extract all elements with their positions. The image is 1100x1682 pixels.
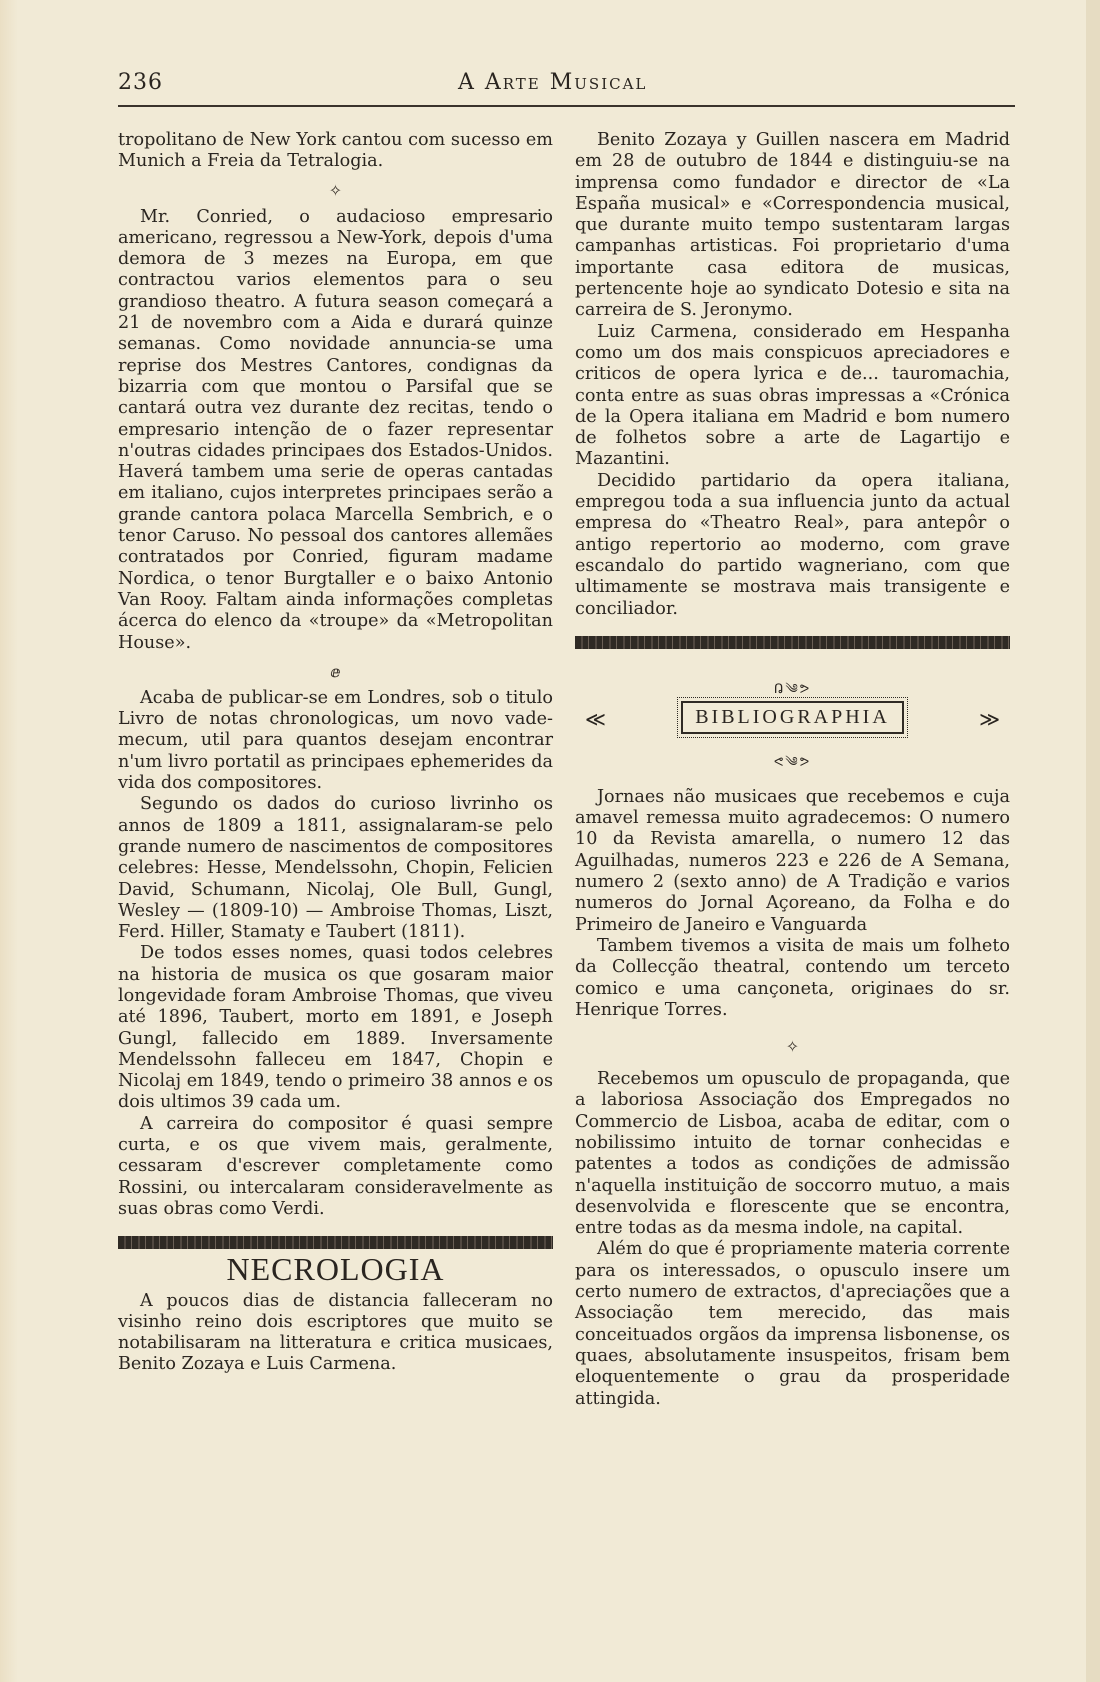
paragraph: Recebemos um opusculo de propaganda, que a laboriosa Associação dos Empregados no Commercio de Lisboa, acaba de editar, com o nobilissimo intuito de tornar conhecidas e patentes a todos as condições de admissão n'aquella instituição de soccorro mutuo, a mais desenvolvida e florescente que se encontra, entre todas as da mesma indole, na capital. xyxy=(575,1069,1010,1239)
flourish-right-icon: ≫ xyxy=(979,706,1000,731)
paragraph: De todos esses nomes, quasi todos celebres na historia de musica os que gosaram maior longevidade foram Ambroise Thomas, que viveu até 1896, Taubert, morto em 1891, e Joseph Gungl, fallecido em 1889. Inversamente Mendelssohn falleceu em 1847, Chopin e Nicolaj em 1849, tendo o primeiro 38 annos e os dois ultimos 39 cada um. xyxy=(118,943,553,1113)
paragraph: Mr. Conried, o audacioso empresario americano, regressou a New-York, depois d'uma demora de 3 mezes na Europa, em que contractou varios elementos para o seu grandioso theatro. A futura season começará a 21 de novembro com a Aida e durará quinze semanas. Como novidade annuncia-se uma reprise dos Mestres Cantores, condignas da bizarria com que montou o Parsifal que se cantará outra vez durante dez recitas, tendo o empresario intenção de o fazer representar n'outras cidades principaes dos Estados-Unidos. Haverá tambem uma serie de operas cantadas em italiano, cujos interpretes principaes serão a grande cantora polaca Marcella Sembrich, e o tenor Caruso. No pessoal dos cantores allemães contratados por Conried, figuram madame Nordica, o tenor Burgtaller e o baixo Antonio Van Rooy. Faltam ainda informações completas ácerca do elenco da «troupe» da «Metropolitan House». xyxy=(118,206,553,653)
paragraph: Tambem tivemos a visita de mais um folheto da Collecção theatral, contendo um terceto comico e uma cançoneta, originaes do sr. Henrique Torres. xyxy=(575,935,1010,1020)
right-column xyxy=(575,130,1010,1410)
bibliographia-heading-block xyxy=(575,681,1010,770)
paragraph: A poucos dias de distancia falleceram no visinho reino dois escriptores que muito se notabilisaram na litteratura e critica musicaes, Benito Zozaya e Luis Carmena. xyxy=(118,1290,553,1375)
page-number: 236 xyxy=(118,70,163,95)
page-right-edge xyxy=(1086,0,1100,1682)
flourish-left-icon: ≪ xyxy=(585,706,606,731)
bibliographia-heading: BIBLIOGRAPHIA xyxy=(681,701,904,734)
flourish-top-icon: ᕡ༄ᕗ xyxy=(773,681,812,697)
section-divider-bar xyxy=(575,636,1010,649)
running-title: A Arte Musical xyxy=(458,70,648,95)
paragraph: A carreira do compositor é quasi sempre curta, e os que vivem mais, geralmente, cessaram d'escrever completamente como Rossini, ou intercalaram consideravelmente as suas obras como Verdi. xyxy=(118,1113,553,1219)
paragraph: tropolitano de New York cantou com sucesso em Munich a Freia da Tetralogia. xyxy=(118,130,553,172)
paragraph: Decidido partidario da opera italiana, empregou toda a sua influencia junto da actual empresa do «Theatro Real», para antepôr o antigo repertorio ao moderno, com grave escandalo do partido wagneriano, com que ultimamente se mostrava mais transigente e conciliador. xyxy=(575,470,1010,619)
paragraph: Acaba de publicar-se em Londres, sob o titulo Livro de notas chronologicas, um novo vade-mecum, util para quantos desejam encontrar n'um livro portatil as principaes ephemerides da vida dos compositores. xyxy=(118,687,553,794)
page-left-edge xyxy=(0,0,18,1682)
paragraph: Além do que é propriamente materia corrente para os interessados, o opusculo insere um certo numero de extractos, d'apreciações que a Associação tem merecido, das mais conceituados orgãos da imprensa lisbonense, os quaes, absolutamente insuspeitos, frisam bem eloquentemente o grau da prosperidade attingida. xyxy=(575,1239,1010,1409)
paragraph: Benito Zozaya y Guillen nascera em Madrid em 28 de outubro de 1844 e distinguiu-se na imprensa como fundador e director de «La España musical» e «Correspondencia musical, que durante muito tempo sustentaram largas campanhas artisticas. Foi proprietario d'uma importante casa editora de musicas, pertencente hoje ao syndicato Dotesio e sita na carreira de S. Jeronymo. xyxy=(575,130,1010,321)
page-header xyxy=(118,64,1018,104)
section-divider-bar xyxy=(118,1236,553,1249)
paragraph: Jornaes não musicaes que recebemos e cuja amavel remessa muito agradecemos: O numero 10 da Revista amarella, o numero 12 das Aguilhadas, numeros 223 e 226 de A Semana, numero 2 (sexto anno) de A Tradição e varios numeros do Jornal Açoreano, da Folha e do Primeiro de Janeiro e Vanguarda xyxy=(575,786,1010,935)
flourish-bottom-icon: ᕙ༄ᕗ xyxy=(773,754,812,770)
ornament-icon: ✧ xyxy=(785,1037,800,1057)
necrologia-heading: NECROLOGIA xyxy=(226,1251,445,1288)
ornament-icon: ✧ xyxy=(328,180,343,200)
clover-ornament-icon: ⅇ xyxy=(330,661,341,681)
left-column xyxy=(118,130,553,1376)
header-rule xyxy=(118,105,1015,107)
paragraph: Luiz Carmena, considerado em Hespanha como um dos mais conspicuos apreciadores e criticos de opera lyrica e de... tauromachia, conta entre as suas obras impressas a «Crónica de la Opera italiana em Madrid e bom numero de folhetos sobre a arte de Lagartijo e Mazantini. xyxy=(575,321,1010,470)
paragraph: Segundo os dados do curioso livrinho os annos de 1809 a 1811, assignalaram-se pelo grande numero de nascimentos de compositores celebres: Hesse, Mendelssohn, Chopin, Felicien David, Schumann, Nicolaj, Ole Bull, Gungl, Wesley — (1809-10) — Ambroise Thomas, Liszt, Ferd. Hiller, Stamaty e Taubert (1811). xyxy=(118,794,553,943)
